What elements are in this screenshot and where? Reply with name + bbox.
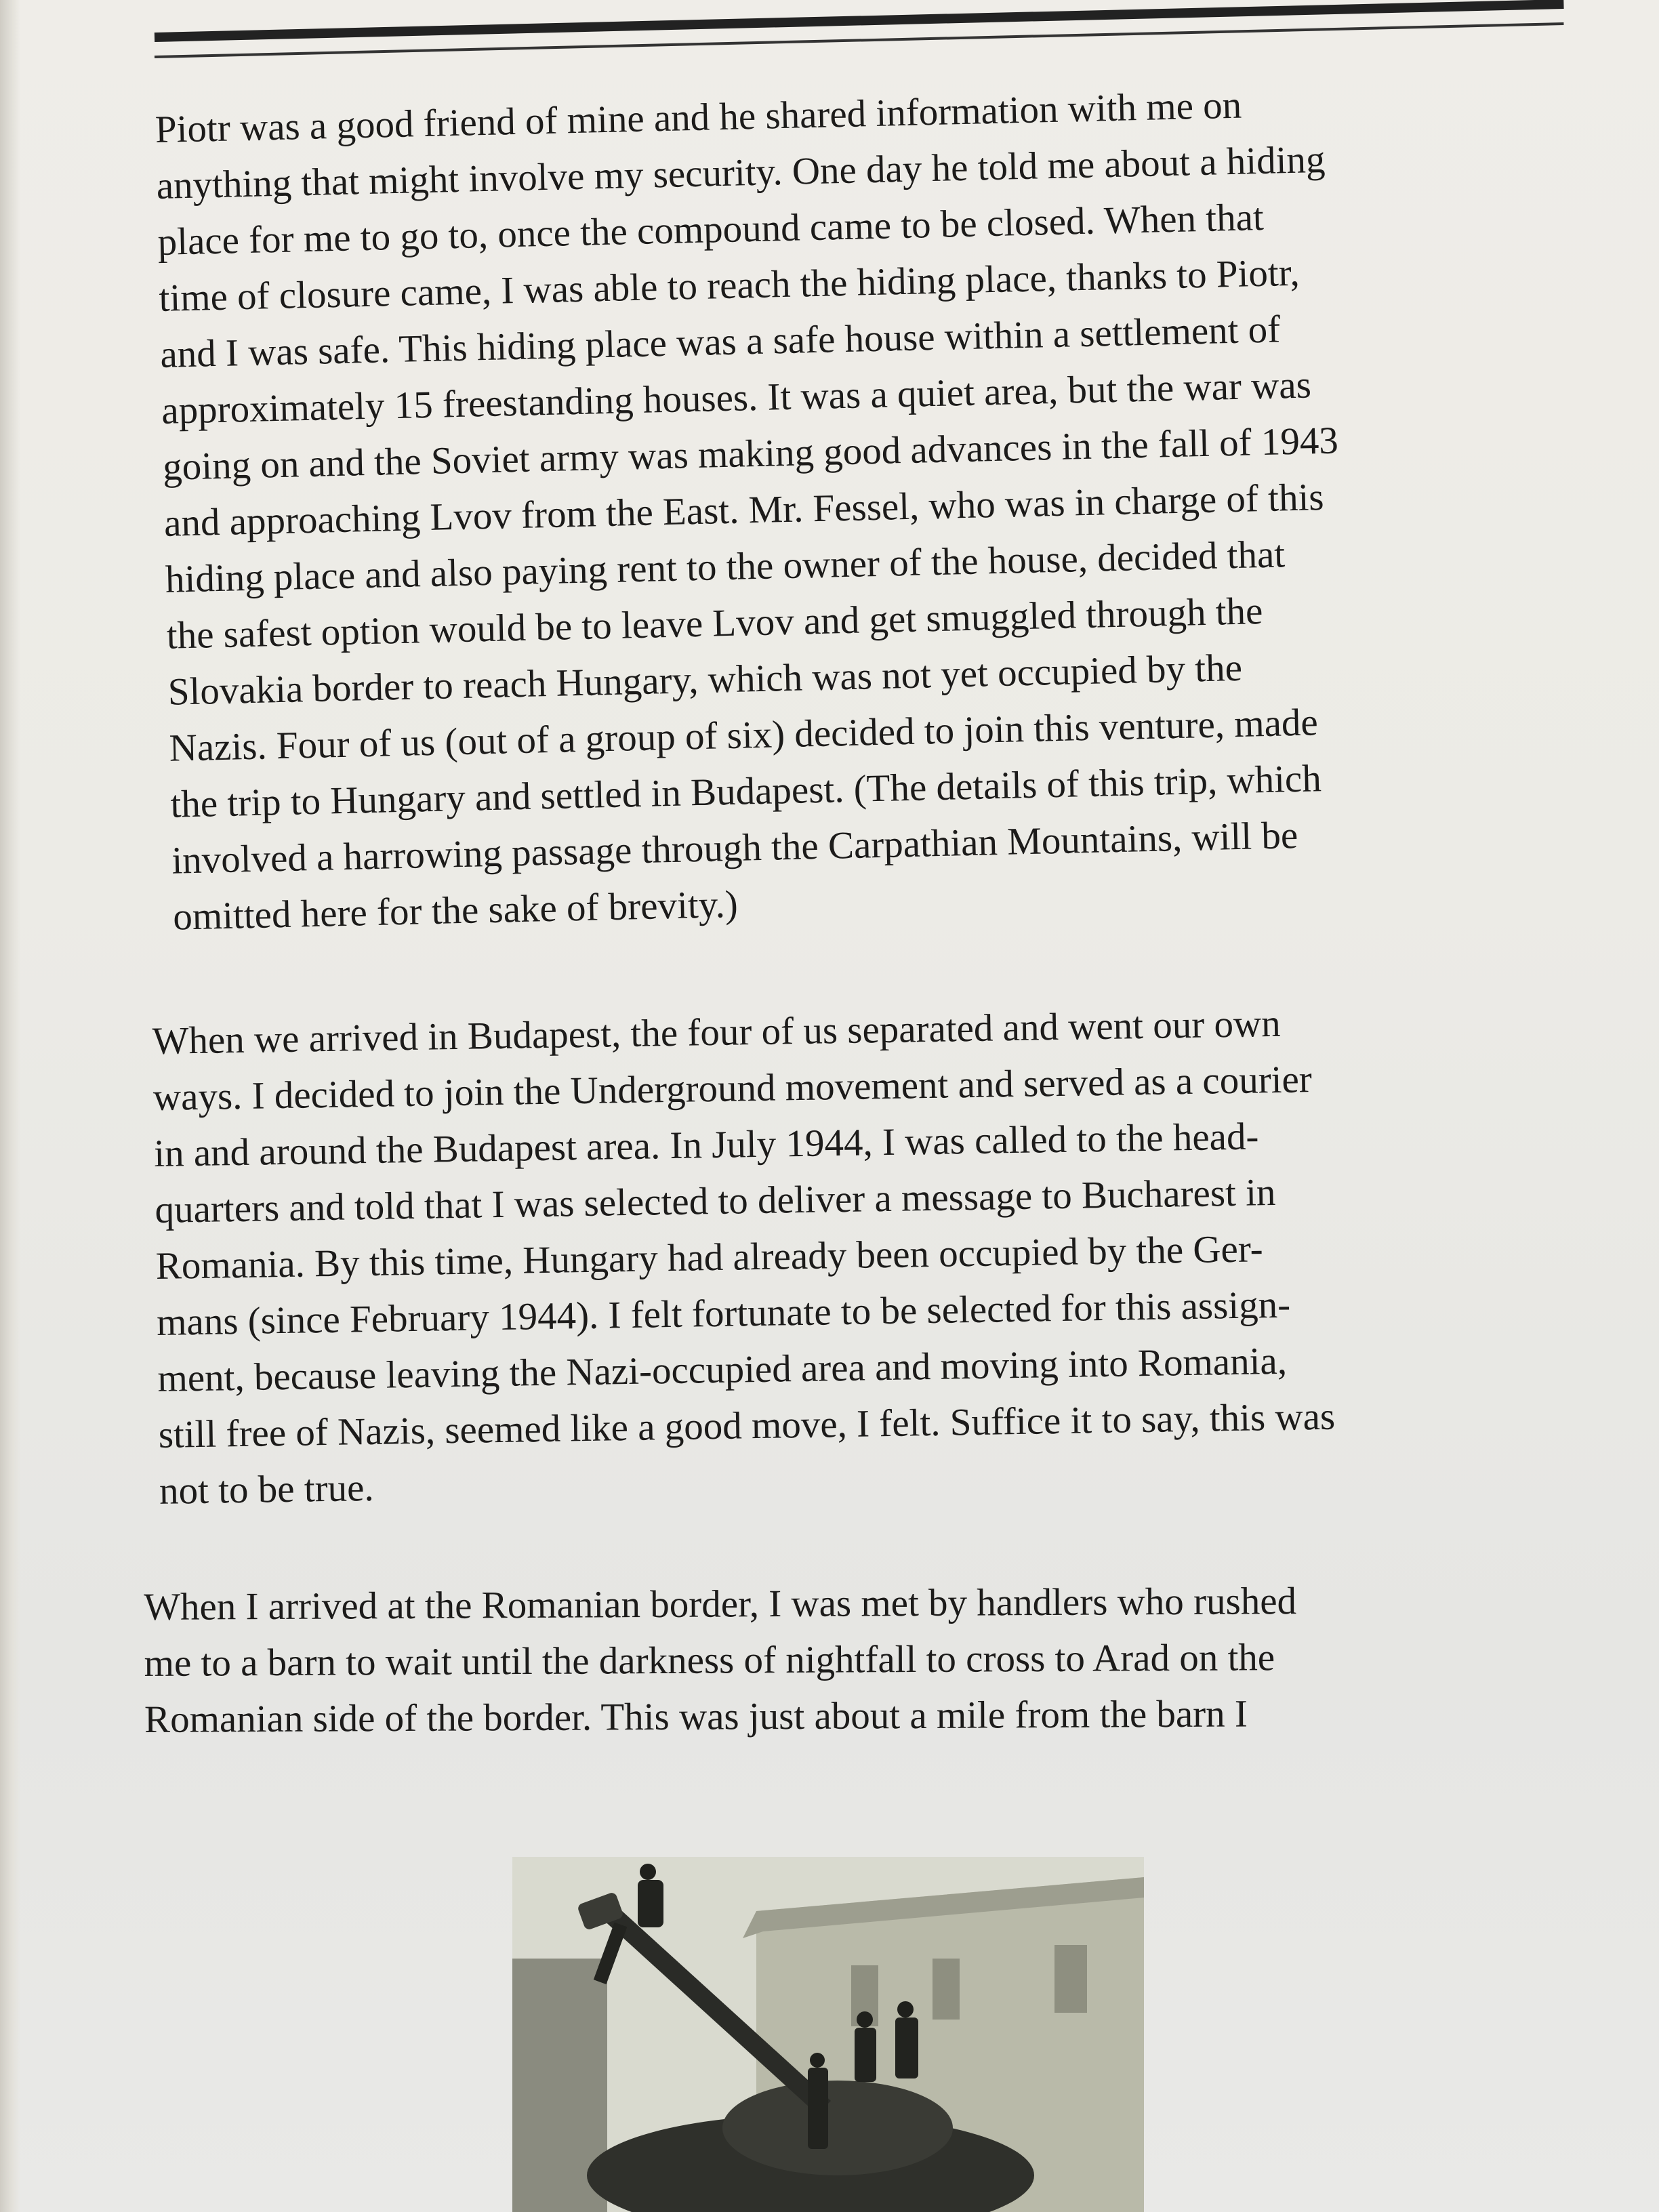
paragraph-1 [155, 70, 1570, 945]
text-line: time of closure came, I was able to reach the hiding place, thanks to Piotr, [158, 251, 1300, 320]
paragraph-3 [144, 1572, 1574, 1748]
text-line: Nazis. Four of us (out of a group of six) decided to join this venture, made [168, 701, 1319, 770]
photo-person-body [895, 2018, 918, 2078]
text-line: Slovakia border to reach Hungary, which was not yet occupied by the [167, 646, 1243, 714]
photo-person [897, 2001, 914, 2018]
text-line: ment, because leaving the Nazi-occupied area and moving into Romania, [157, 1339, 1288, 1400]
text-line: When I arrived at the Romanian border, I was met by handlers who rushed [144, 1580, 1297, 1629]
paragraph-2 [152, 991, 1576, 1519]
text-line: hiding place and also paying rent to the owner of the house, decided that [165, 533, 1286, 601]
text-line: the safest option would be to leave Lvov and get smuggled through the [166, 590, 1264, 657]
photo-person-body [855, 2028, 876, 2082]
text-line: When we arrived in Budapest, the four of us separated and went our own [152, 1002, 1282, 1063]
text-line: Piotr was a good friend of mine and he shared information with me on [155, 83, 1242, 151]
text-line: going on and the Soviet army was making good advances in the fall of 1943 [162, 419, 1339, 489]
text-line: me to a barn to wait until the darkness of nightfall to cross to Arad on the [144, 1636, 1275, 1685]
text-line: quarters and told that I was selected to deliver a message to Bucharest in [155, 1170, 1276, 1231]
photo-person-body [638, 1880, 663, 1927]
text-line: the trip to Hungary and settled in Budapest. (The details of this trip, which [169, 757, 1322, 826]
photo-person [810, 2053, 825, 2068]
text-line: anything that might involve my security. One day he told me about a hiding [156, 138, 1326, 207]
men-on-tank-photo-icon [512, 1857, 1144, 2212]
photo-window [1054, 1945, 1087, 2013]
text-line: Romanian side of the border. This was just about a mile from the barn I [144, 1692, 1248, 1741]
text-line: place for me to go to, once the compound came to be closed. When that [157, 195, 1265, 264]
text-line: Romania. By this time, Hungary had already been occupied by the Ger- [155, 1227, 1264, 1288]
photo-window [933, 1959, 960, 2020]
text-line: not to be true. [159, 1466, 375, 1513]
page-edge [0, 0, 20, 2212]
text-line: and approaching Lvov from the East. Mr. Fessel, who was in charge of this [163, 476, 1325, 545]
text-line: mans (since February 1944). I felt fortunate to be selected for this assign- [156, 1283, 1291, 1344]
text-line: still free of Nazis, seemed like a good move, I felt. Suffice it to say, this was [158, 1395, 1336, 1456]
text-line: involved a harrowing passage through the Carpathian Mountains, will be [171, 814, 1298, 882]
header-rule-thick [155, 0, 1564, 42]
photo-person [857, 2011, 873, 2028]
text-line: ways. I decided to join the Underground movement and served as a courier [152, 1058, 1313, 1119]
text-line: omitted here for the sake of brevity.) [172, 882, 739, 939]
text-line: approximately 15 freestanding houses. It was a quiet area, but the war was [161, 363, 1312, 432]
text-line: in and around the Budapest area. In July 1944, I was called to the head- [153, 1115, 1259, 1175]
photo-tank-turret [722, 2081, 953, 2175]
historical-photo [512, 1857, 1144, 2212]
photo-person-body [808, 2068, 828, 2149]
text-line: and I was safe. This hiding place was a safe house within a settlement of [159, 308, 1281, 376]
photo-person [640, 1864, 656, 1880]
